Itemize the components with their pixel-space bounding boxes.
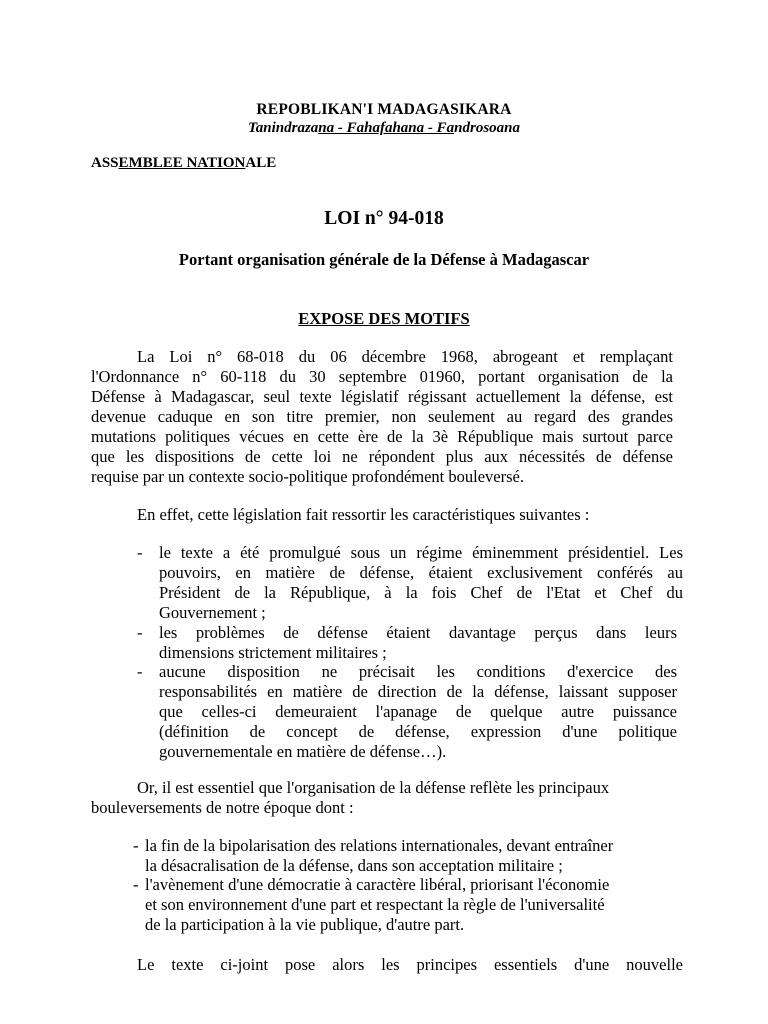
list-item-line: que celles-ci demeuraient l'apanage de quelque autre puissance	[159, 702, 677, 721]
paragraph-line: requise par un contexte socio-politique profondément bouleversé.	[91, 467, 524, 486]
paragraph-line: bouleversements de notre époque dont :	[91, 798, 354, 817]
list-item-line: la désacralisation de la défense, dans son acceptation militaire ;	[145, 856, 563, 875]
paragraph-2	[137, 505, 677, 525]
law-subtitle: Portant organisation générale de la Défense à Madagascar	[178, 250, 590, 269]
list-item-line: Président de la République, à la fois Chef de l'Etat et Chef du	[159, 583, 683, 602]
list-item-line: la fin de la bipolarisation des relations internationales, devant entraîner	[145, 836, 614, 855]
paragraph-line: Or, il est essentiel que l'organisation de la défense reflète les principaux	[137, 778, 610, 797]
paragraph-line: La Loi n° 68-018 du 06 décembre 1968, abrogeant et remplaçant	[137, 347, 673, 366]
list-item-line: aucune disposition ne précisait les conditions d'exercice des	[159, 662, 677, 681]
list-item-line: de la participation à la vie publique, d'autre part.	[145, 915, 465, 934]
bullet-dash: -	[133, 875, 139, 894]
motto-part-2: na - Fahafahana - Fa	[318, 120, 455, 136]
bullet-dash: -	[137, 662, 143, 681]
paragraph-line: En effet, cette législation fait ressortir les caractéristiques suivantes :	[137, 505, 590, 524]
assembly-name	[91, 155, 276, 172]
list-item-line: le texte a été promulgué sous un régime éminemment présidentiel. Les	[159, 543, 683, 562]
bullet-dash: -	[133, 836, 139, 855]
list-item-line: et son environnement d'une part et respectant la règle de l'universalité	[145, 895, 605, 914]
section-title: EXPOSE DES MOTIFS	[298, 309, 470, 328]
list-item-line: responsabilités en matière de direction de la défense, laissant supposer	[159, 682, 677, 701]
national-motto	[0, 120, 768, 137]
list-item-line: gouvernementale en matière de défense…).	[159, 742, 447, 761]
list-item-line: les problèmes de défense étaient davantage perçus dans leurs	[159, 623, 677, 642]
assembly-part-1: ASS	[91, 155, 119, 171]
paragraph-line: Défense à Madagascar, seul texte législatif régissant actuellement la défense, est	[91, 387, 673, 406]
motto-part-1: Tanindraza	[247, 120, 319, 136]
list-item-line: dimensions strictement militaires ;	[159, 643, 387, 662]
paragraph-4	[137, 955, 683, 975]
bullet-dash: -	[137, 623, 143, 642]
paragraph-3	[91, 778, 673, 818]
paragraph-line: que les dispositions de cette loi ne répondent plus aux nécessités de défense	[91, 447, 673, 466]
list-item-line: (définition de concept de défense, expression d'une politique	[159, 722, 677, 741]
paragraph-1	[91, 347, 673, 487]
motto-part-3: ndrosoana	[454, 120, 521, 136]
paragraph-line: Le texte ci-joint pose alors les principes essentiels d'une nouvelle	[137, 955, 683, 974]
paragraph-line: l'Ordonnance n° 60-118 du 30 septembre 01960, portant organisation de la	[91, 367, 673, 386]
assembly-part-3: ALE	[245, 155, 277, 171]
list-item-line: pouvoirs, en matière de défense, étaient exclusivement conférés au	[159, 563, 683, 582]
law-title: LOI n° 94-018	[324, 208, 444, 229]
paragraph-line: devenue caduque en son titre premier, non seulement au regard des grandes	[91, 407, 673, 426]
list-item-line: Gouvernement ;	[159, 603, 266, 622]
assembly-part-2: EMBLEE NATION	[118, 155, 246, 171]
paragraph-line: mutations politiques vécues en cette ère de la 3è République mais surtout parce	[91, 427, 673, 446]
bullet-dash: -	[137, 543, 143, 562]
republic-header: REPOBLIKAN'I MADAGASIKARA	[256, 101, 512, 118]
list-item-line: l'avènement d'une démocratie à caractère libéral, priorisant l'économie	[145, 875, 610, 894]
